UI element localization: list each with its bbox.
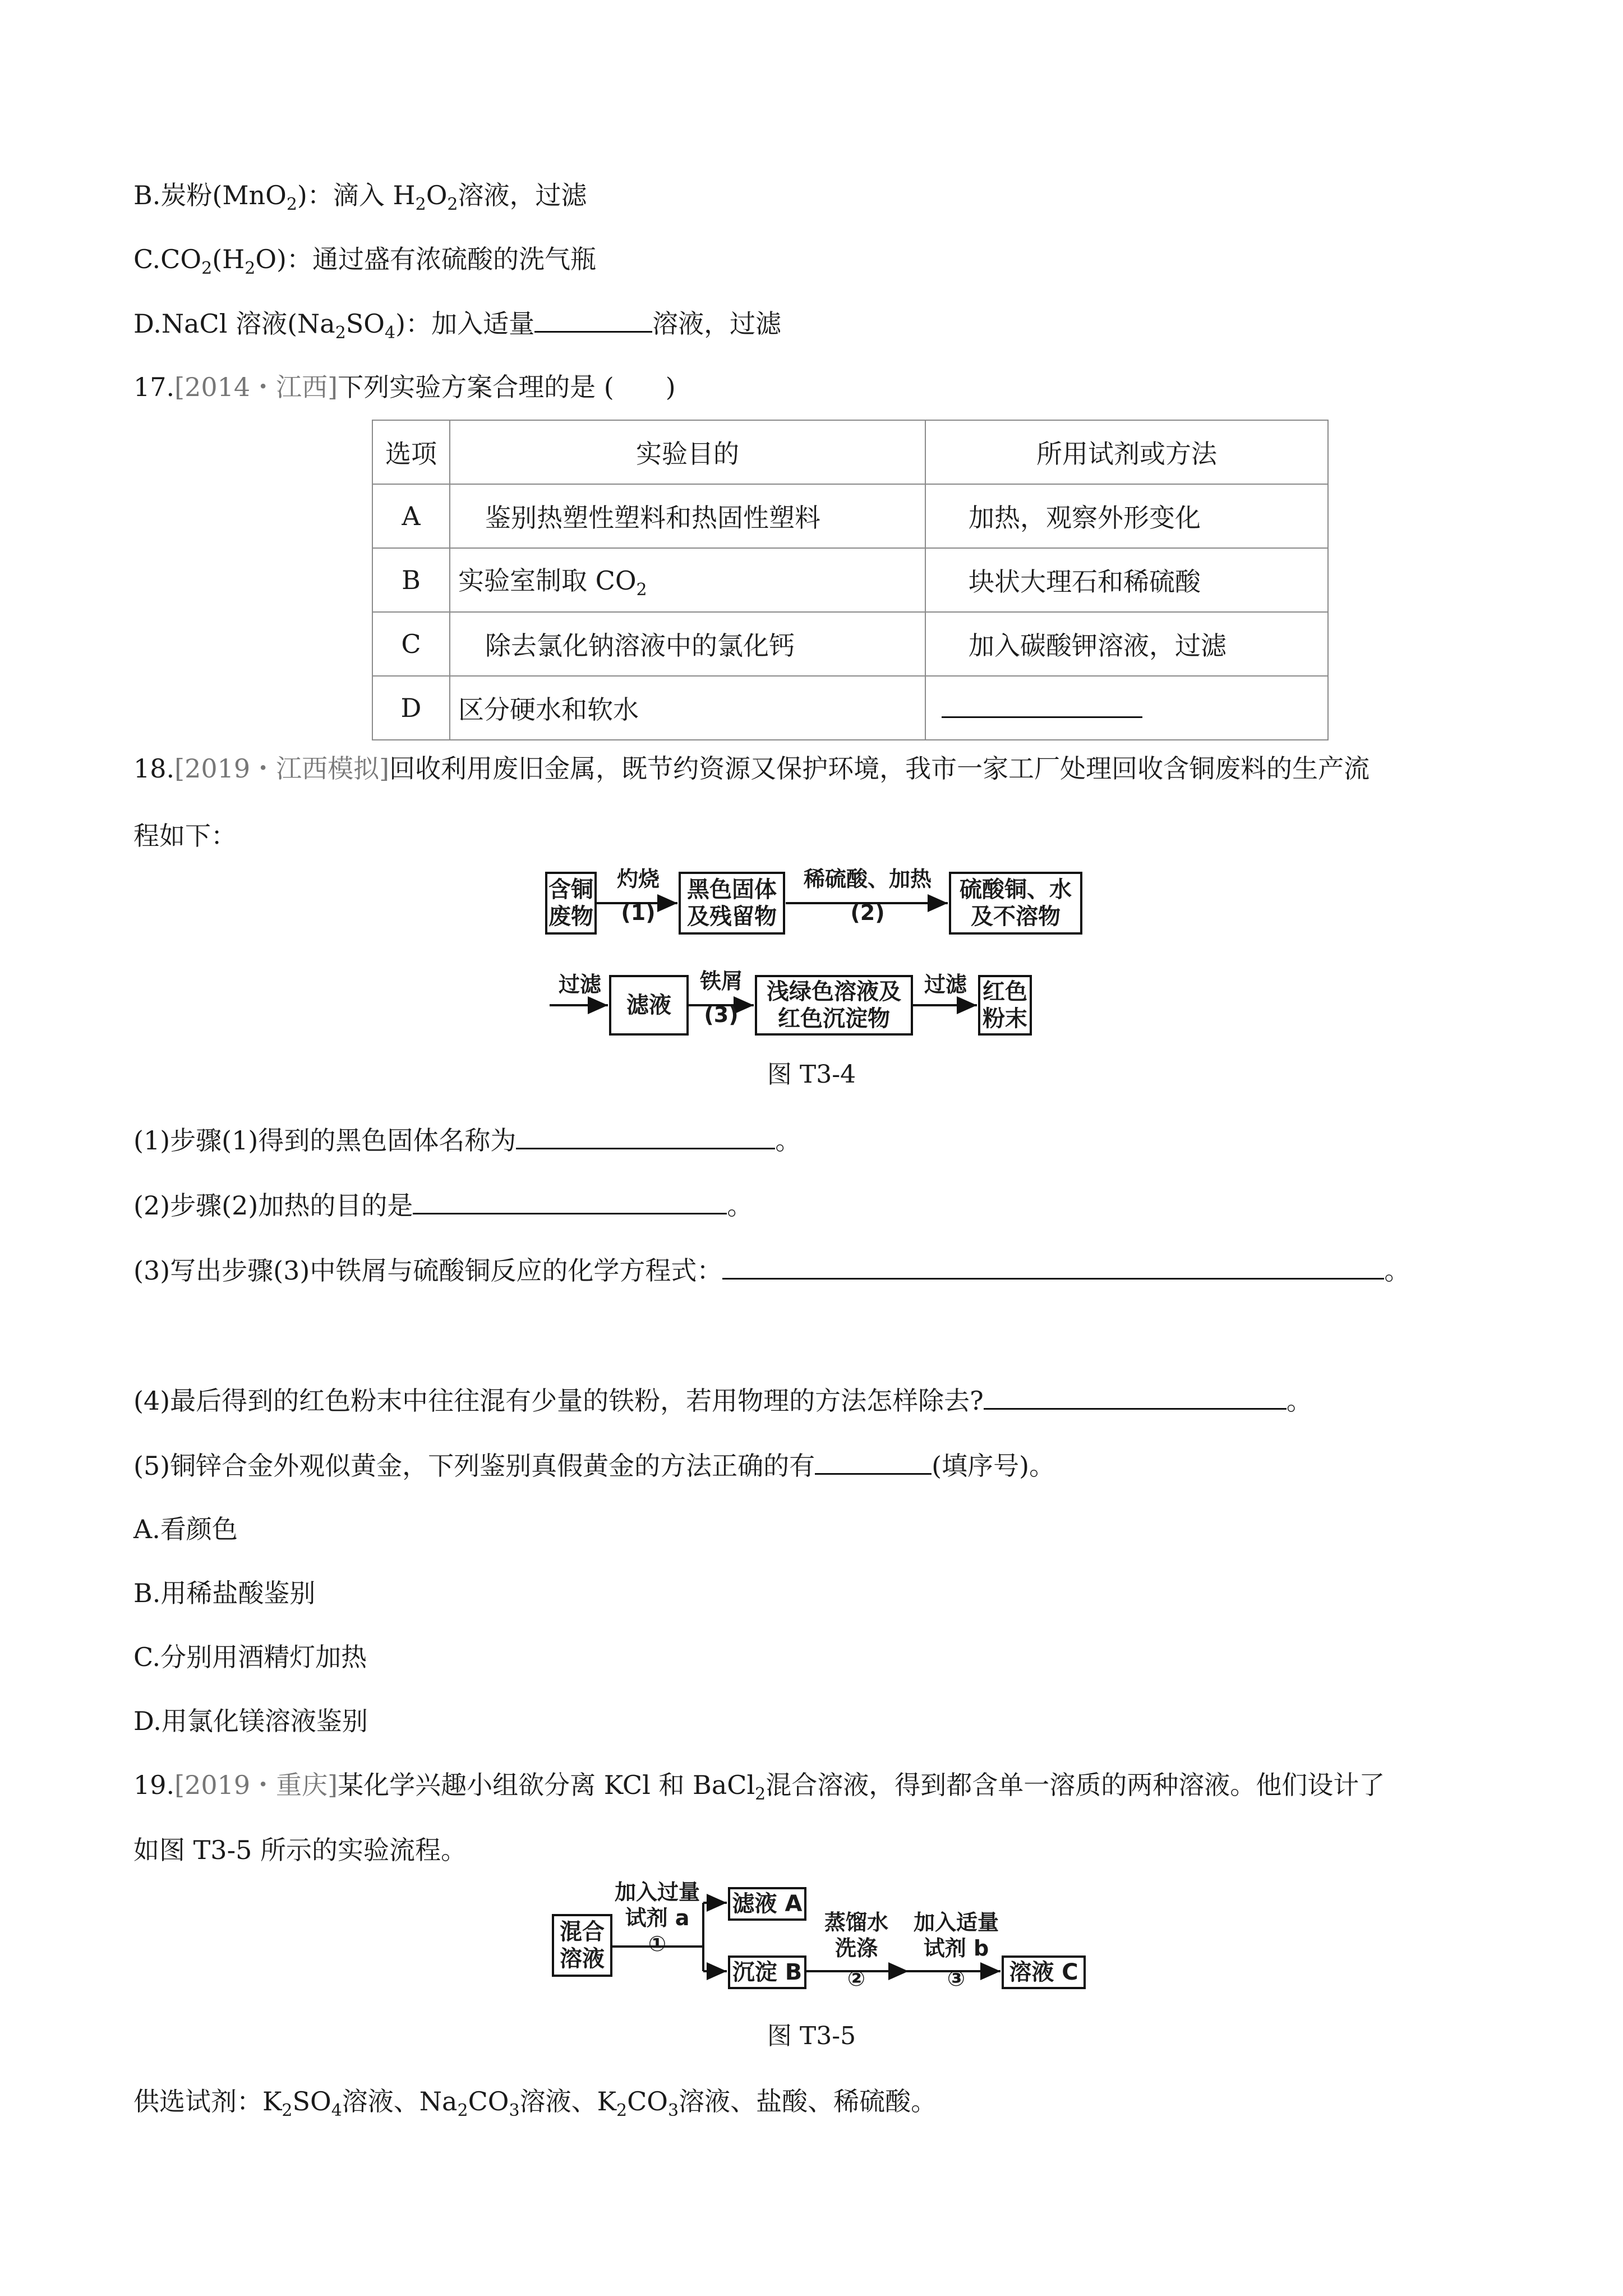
flow-box-copper-sulfate: 硫酸铜、水 及不溶物 xyxy=(949,872,1082,935)
table-header: 选项 xyxy=(372,420,450,484)
q16-option-b: B.炭粉(MnO$_2$)：滴入 $H_2O_2$溶液，过滤 xyxy=(133,180,587,214)
table-header: 实验目的 xyxy=(450,420,925,484)
table-cell: 实验室制取 $CO_2$ xyxy=(450,548,925,612)
table-cell: 加入碳酸钾溶液，过滤 xyxy=(925,612,1328,676)
flow-box-mixed-solution: 混合 溶液 xyxy=(552,1914,612,1977)
q18-stem-line2: 程如下： xyxy=(133,821,237,851)
flow-label-reagent-a: 加入过量 试剂 a ① xyxy=(614,1880,700,1956)
q18-sub1: (1)步骤(1)得到的黑色固体名称为 。 xyxy=(133,1123,801,1157)
q18-sub2: (2)步骤(2)加热的目的是 。 xyxy=(133,1188,753,1222)
q16-option-c: $C.CO_2(H_2O)$：通过盛有浓硫酸的洗气瓶 xyxy=(133,244,597,278)
flow-box-precipitate-b: 沉淀 B xyxy=(728,1955,806,1989)
q18-sub5: (5)铜锌合金外观似黄金，下列鉴别真假黄金的方法正确的有 (填序号)。 xyxy=(133,1448,1055,1483)
q19-stem-line1: 19.[2019・重庆]某化学兴趣小组欲分离 KCl 和 BaCl$_2$混合溶液，得到都含单一溶质的两种溶液。他们设计了 xyxy=(133,1770,1385,1804)
table-cell: 加热，观察外形变化 xyxy=(925,484,1328,548)
q19-reagents: 供选试剂：$K_2SO_4$溶液、$Na_2CO_3$溶液、$K_2CO_3$溶液、盐酸、稀硫酸。 xyxy=(133,2086,937,2120)
flow-box-copper-waste: 含铜 废物 xyxy=(545,872,597,935)
q18-answer-blank-5[interactable] xyxy=(815,1448,932,1475)
figure-caption-t3-5: 图 T3-5 xyxy=(767,2022,856,2050)
flow-box-filtrate-a: 滤液 A xyxy=(728,1887,806,1921)
table-cell: C xyxy=(372,612,450,676)
table-cell: 鉴别热塑性塑料和热固性塑料 xyxy=(450,484,925,548)
table-cell: 区分硬水和软水 xyxy=(450,676,925,740)
flow-label-step1: 灼烧 (1) xyxy=(616,867,660,925)
flow-label-reagent-b: 加入适量 试剂 b ③ xyxy=(913,1910,999,1991)
q18-sub3: (3)写出步骤(3)中铁屑与硫酸铜反应的化学方程式： 。 xyxy=(133,1253,1410,1287)
flow-label-step3: 铁屑 (3) xyxy=(699,969,743,1027)
q18-answer-blank-2[interactable] xyxy=(413,1188,727,1214)
q18-stem-line1: 18.[2019・江西模拟]回收利用废旧金属，既节约资源又保护环境，我市一家工厂处理回收含铜废料的生产流 xyxy=(133,753,1370,784)
flow-label-filter1: 过滤 xyxy=(558,972,601,997)
flow-box-solution-c: 溶液 C xyxy=(1002,1955,1086,1989)
flow-box-filtrate: 滤液 xyxy=(609,975,689,1036)
flow-box-black-solid: 黑色固体 及残留物 xyxy=(679,872,785,935)
figure-caption-t3-4: 图 T3-4 xyxy=(767,1060,856,1089)
flow-label-step2: 稀硫酸、加热 (2) xyxy=(803,867,932,925)
flow-box-red-powder: 红色 粉末 xyxy=(978,975,1032,1036)
table-cell: 除去氯化钠溶液中的氯化钙 xyxy=(450,612,925,676)
table-cell: A xyxy=(372,484,450,548)
flow-label-wash: 蒸馏水 洗涤 ② xyxy=(824,1910,888,1991)
q18-option-b: B.用稀盐酸鉴别 xyxy=(133,1578,316,1608)
q18-answer-blank-4[interactable] xyxy=(984,1383,1287,1410)
flow-box-green-solution: 浅绿色溶液及 红色沉淀物 xyxy=(755,975,913,1036)
table-cell: D xyxy=(372,676,450,740)
table-header: 所用试剂或方法 xyxy=(925,420,1328,484)
q18-sub4: (4)最后得到的红色粉末中往往混有少量的铁粉，若用物理的方法怎样除去? 。 xyxy=(133,1383,1312,1418)
q18-option-c: C.分别用酒精灯加热 xyxy=(133,1642,367,1672)
q18-answer-blank-3[interactable] xyxy=(722,1253,1384,1280)
flow-label-filter2: 过滤 xyxy=(924,972,967,997)
q18-option-d: D.用氯化镁溶液鉴别 xyxy=(133,1706,368,1736)
q18-option-a: A.看颜色 xyxy=(133,1514,238,1544)
q19-stem-line2: 如图 T3-5 所示的实验流程。 xyxy=(133,1835,467,1865)
table-cell: B xyxy=(372,548,450,612)
table-cell: 块状大理石和稀硫酸 xyxy=(925,548,1328,612)
q18-answer-blank-1[interactable] xyxy=(516,1123,775,1149)
q17-stem: 17.[2014・江西]下列实验方案合理的是 ( ) xyxy=(133,372,676,402)
q16-option-d: D.NaCl 溶液$(Na_2SO_4)$：加入适量 溶液，过滤 xyxy=(133,306,781,350)
